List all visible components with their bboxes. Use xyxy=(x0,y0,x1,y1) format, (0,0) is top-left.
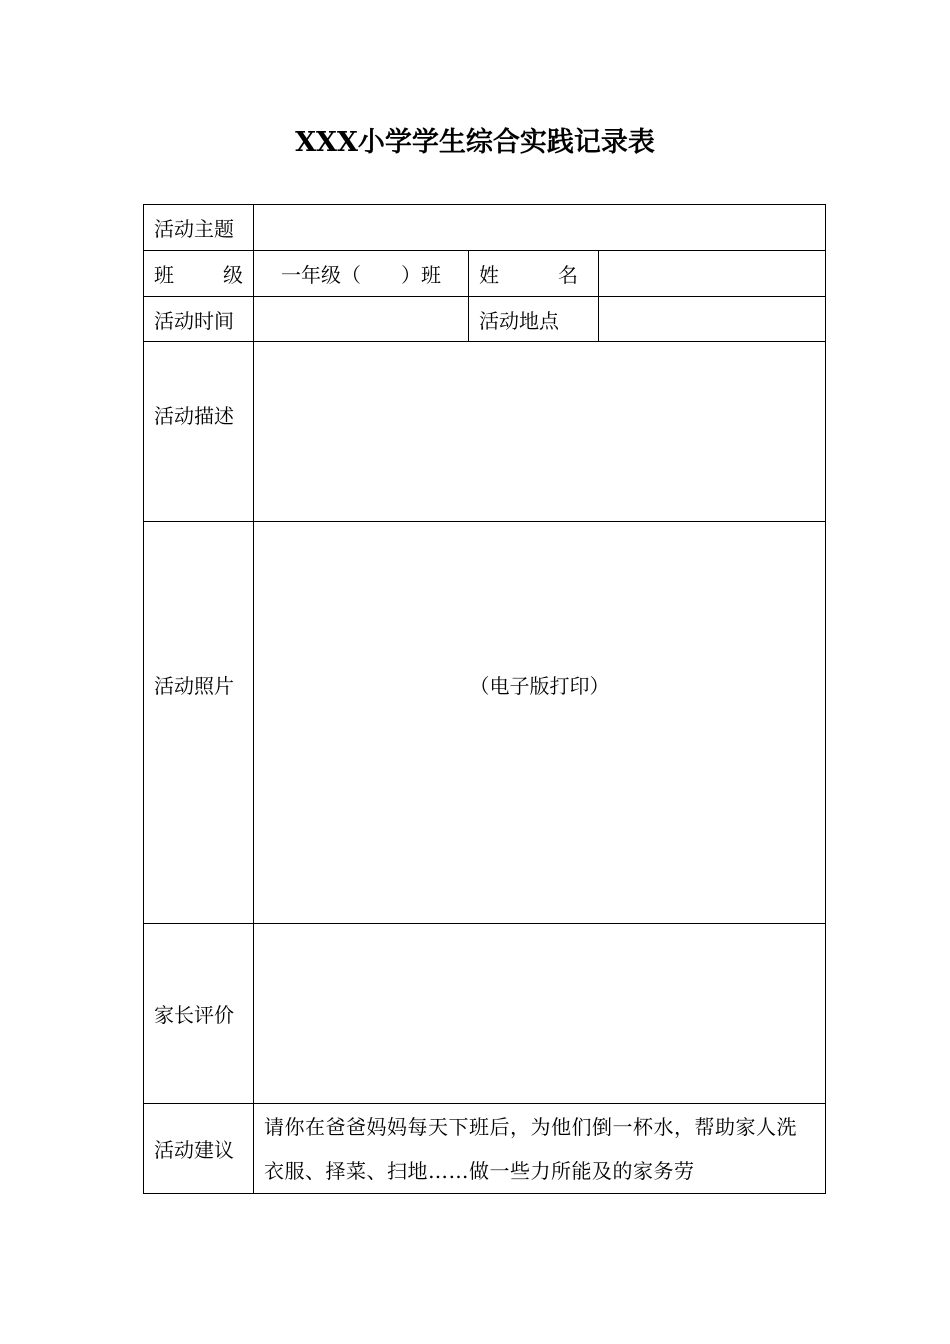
photo-note: （电子版打印） xyxy=(469,674,610,698)
parent-review-field[interactable] xyxy=(254,924,826,1104)
row-description xyxy=(144,342,826,522)
name-label-b: 名 xyxy=(558,263,578,287)
photo-label xyxy=(144,522,254,924)
advice-text: 请你在爸爸妈妈每天下班后，为他们倒一杯水，帮助家人洗衣服、择菜、扫地……做一些力所能及的家务劳 xyxy=(254,1104,826,1194)
class-label-b: 级 xyxy=(223,263,243,287)
description-label-text: 活动描述 xyxy=(154,404,234,428)
row-time-place xyxy=(144,297,826,342)
time-label: 活动时间 xyxy=(144,297,254,342)
photo-field[interactable] xyxy=(254,522,826,924)
advice-label: 活动建议 xyxy=(144,1104,254,1194)
description-label xyxy=(144,342,254,522)
record-table xyxy=(143,204,826,1194)
place-label: 活动地点 xyxy=(469,297,599,342)
theme-label: 活动主题 xyxy=(144,205,254,251)
photo-label-text: 活动照片 xyxy=(154,674,234,698)
row-photo xyxy=(144,522,826,924)
class-label-a: 班 xyxy=(154,263,174,287)
theme-field[interactable] xyxy=(254,205,826,251)
name-field[interactable] xyxy=(599,251,826,297)
time-field[interactable] xyxy=(254,297,469,342)
place-field[interactable] xyxy=(599,297,826,342)
parent-label: 家长评价 xyxy=(144,924,254,1104)
row-advice xyxy=(144,1104,826,1194)
name-label-a: 姓 xyxy=(479,263,499,287)
row-class-name xyxy=(144,251,826,297)
name-label xyxy=(469,251,599,297)
class-value-field[interactable]: 一年级（ ）班 xyxy=(254,251,469,297)
row-theme xyxy=(144,205,826,251)
page-title: XXX小学学生综合实践记录表 xyxy=(295,127,655,158)
description-field[interactable] xyxy=(254,342,826,522)
row-parent-review xyxy=(144,924,826,1104)
class-label xyxy=(144,251,254,297)
